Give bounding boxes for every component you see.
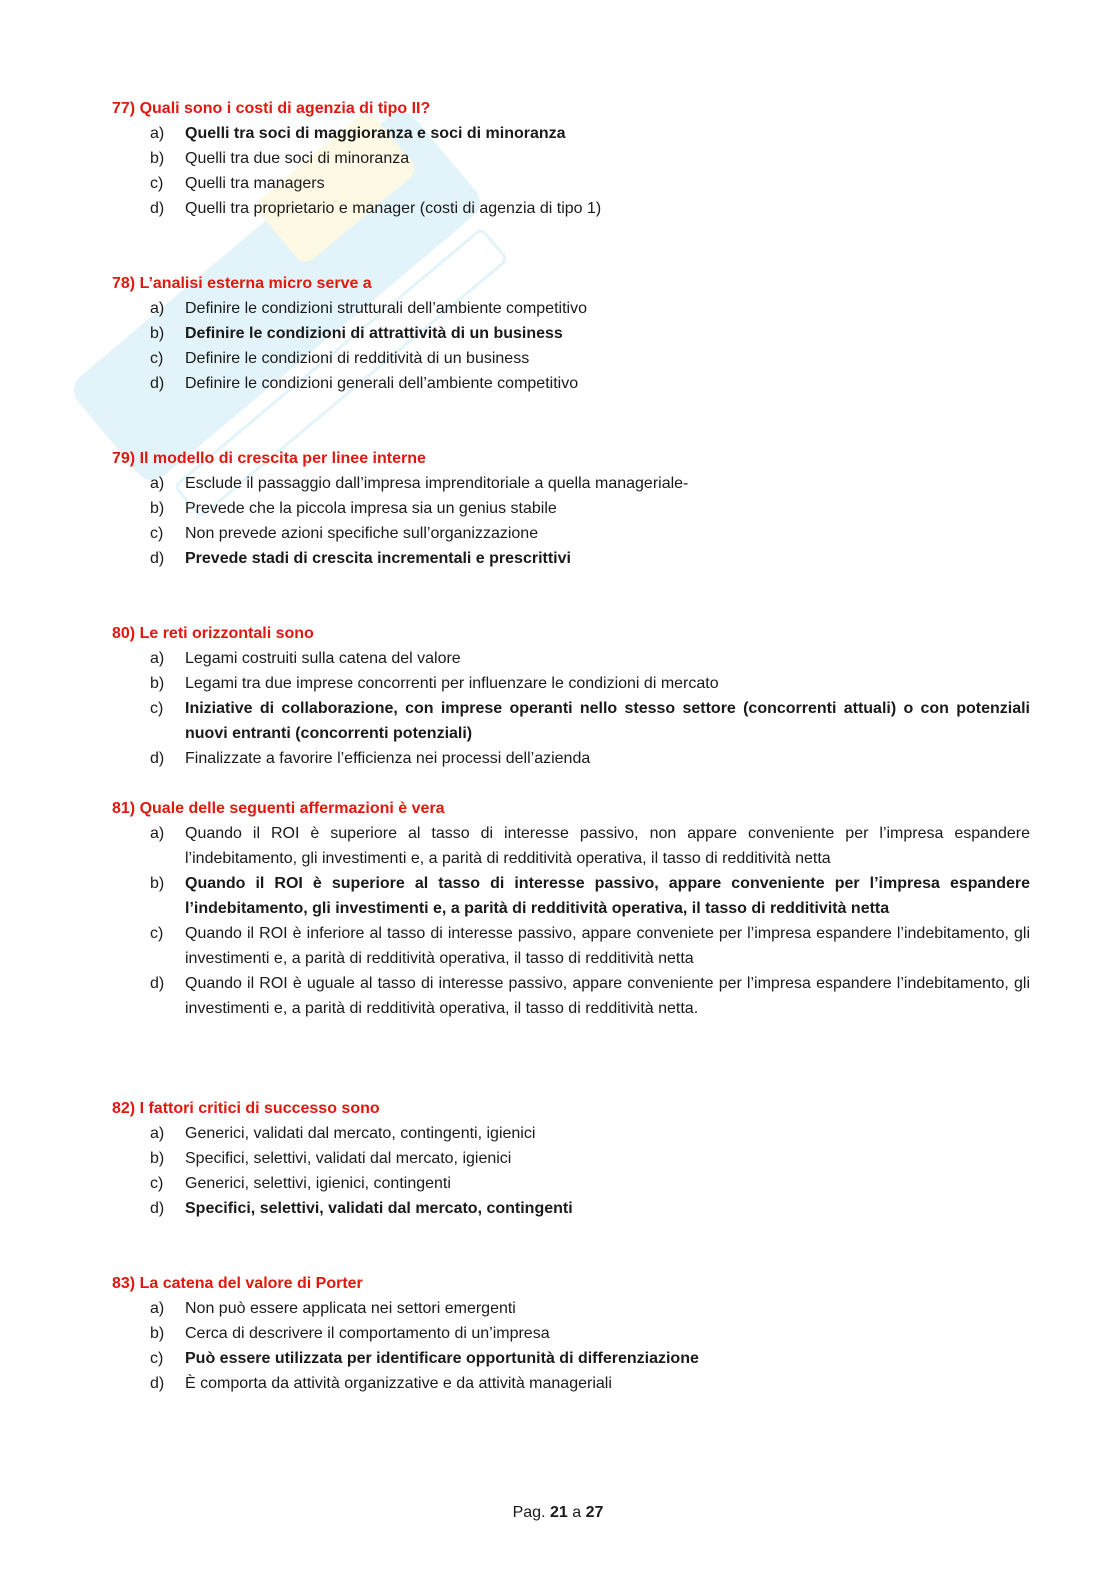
answer-option-correct — [112, 696, 1030, 746]
answer-letter: c) — [150, 175, 164, 192]
answer-text: Quando il ROI è uguale al tasso di interesse passivo, appare conveniente per l’impresa espandere l’indebitamento, gli investimenti e, a parità di redditività operativa, il tasso di redditività netta. — [185, 975, 1030, 1017]
answer-option — [112, 496, 1030, 521]
answer-text: Quando il ROI è superiore al tasso di interesse passivo, appare conveniente per l’impresa espandere l’indebitamento, gli investimenti e, a parità di redditività operativa, il tasso di redditività netta — [185, 875, 1030, 917]
answer-option-correct — [112, 1196, 1030, 1221]
answer-letter: a) — [150, 1125, 165, 1142]
answer-text: È comporta da attività organizzative e da attività manageriali — [185, 1375, 612, 1392]
answer-text: Quando il ROI è superiore al tasso di interesse passivo, non appare conveniente per l’impresa espandere l’indebitamento, gli investimenti e, a parità di redditività operativa, il tasso di redditività netta — [185, 825, 1030, 867]
question-block — [112, 796, 1030, 1096]
answer-letter: c) — [150, 700, 164, 717]
answer-text: Quelli tra proprietario e manager (costi di agenzia di tipo 1) — [185, 200, 602, 217]
answer-text: Quelli tra managers — [185, 175, 325, 192]
answer-option — [112, 371, 1030, 396]
answer-letter: c) — [150, 925, 164, 942]
question-block — [112, 1271, 1030, 1446]
answer-letter: c) — [150, 350, 164, 367]
answer-letter: d) — [150, 550, 165, 567]
answer-option-correct — [112, 871, 1030, 921]
answer-text: Specifici, selettivi, validati dal mercato, contingenti — [185, 1200, 573, 1217]
answer-text: Definire le condizioni generali dell’ambiente competitivo — [185, 375, 579, 392]
answer-option — [112, 196, 1030, 221]
question-block — [112, 621, 1030, 796]
answer-option-correct — [112, 1346, 1030, 1371]
answer-letter: d) — [150, 375, 165, 392]
answer-text: Esclude il passaggio dall’impresa imprenditoriale a quella manageriale- — [185, 475, 689, 492]
question-title: 83) La catena del valore di Porter — [112, 1275, 363, 1292]
answer-letter: d) — [150, 1200, 165, 1217]
question-title: 79) Il modello di crescita per linee interne — [112, 450, 426, 467]
answer-letter: c) — [150, 1350, 164, 1367]
answer-text: Prevede stadi di crescita incrementali e prescrittivi — [185, 550, 571, 567]
answer-option — [112, 471, 1030, 496]
answer-option — [112, 671, 1030, 696]
answer-text: Quelli tra due soci di minoranza — [185, 150, 410, 167]
answer-option — [112, 171, 1030, 196]
question-title: 80) Le reti orizzontali sono — [112, 625, 314, 642]
answer-option — [112, 921, 1030, 971]
answer-letter: a) — [150, 475, 165, 492]
answer-option-correct — [112, 121, 1030, 146]
question-title: 77) Quali sono i costi di agenzia di tipo II? — [112, 100, 431, 117]
answer-letter: a) — [150, 125, 165, 142]
answer-option — [112, 821, 1030, 871]
answer-option-correct — [112, 321, 1030, 346]
answer-option — [112, 971, 1030, 1021]
answer-option — [112, 1171, 1030, 1196]
question-block — [112, 1096, 1030, 1271]
answer-text: Quando il ROI è inferiore al tasso di interesse passivo, appare conveniete per l’impresa espandere l’indebitamento, gli investimenti e, a parità di redditività operativa, il tasso di redditività netta — [185, 925, 1030, 967]
answer-option-correct — [112, 546, 1030, 571]
page-prefix: Pag. — [512, 1504, 546, 1521]
answer-text: Specifici, selettivi, validati dal mercato, igienici — [185, 1150, 512, 1167]
answer-letter: c) — [150, 525, 164, 542]
answer-text: Non prevede azioni specifiche sull’organizzazione — [185, 525, 539, 542]
answer-text: Cerca di descrivere il comportamento di un’impresa — [185, 1325, 550, 1342]
answer-text: Generici, selettivi, igienici, contingenti — [185, 1175, 451, 1192]
answer-text: Generici, validati dal mercato, contingenti, igienici — [185, 1125, 536, 1142]
answer-letter: b) — [150, 500, 165, 517]
answer-text: Quelli tra soci di maggioranza e soci di minoranza — [185, 125, 566, 142]
answer-option — [112, 521, 1030, 546]
answer-text: Iniziative di collaborazione, con imprese operanti nello stesso settore (concorrenti attuali) o con potenziali nuovi entranti (concorrenti potenziali) — [185, 700, 1030, 742]
answer-option — [112, 1371, 1030, 1396]
page-separator: a — [572, 1504, 582, 1521]
answer-letter: b) — [150, 875, 165, 892]
answer-option — [112, 1296, 1030, 1321]
answer-text: Legami tra due imprese concorrenti per influenzare le condizioni di mercato — [185, 675, 719, 692]
answer-letter: b) — [150, 150, 165, 167]
answer-letter: d) — [150, 750, 165, 767]
answer-text: Può essere utilizzata per identificare opportunità di differenziazione — [185, 1350, 699, 1367]
answer-option — [112, 646, 1030, 671]
quiz-page — [112, 96, 1030, 1446]
question-block — [112, 96, 1030, 271]
current-page-number: 21 — [549, 1504, 568, 1521]
answer-letter: a) — [150, 1300, 165, 1317]
question-block — [112, 271, 1030, 446]
answer-letter: d) — [150, 200, 165, 217]
answer-option — [112, 1121, 1030, 1146]
question-title: 78) L’analisi esterna micro serve a — [112, 275, 372, 292]
question-block — [112, 446, 1030, 621]
question-title: 81) Quale delle seguenti affermazioni è vera — [112, 800, 445, 817]
answer-text: Legami costruiti sulla catena del valore — [185, 650, 461, 667]
answer-text: Prevede che la piccola impresa sia un genius stabile — [185, 500, 557, 517]
answer-option — [112, 746, 1030, 771]
answer-text: Definire le condizioni di redditività di un business — [185, 350, 530, 367]
answer-letter: b) — [150, 675, 165, 692]
question-title: 82) I fattori critici di successo sono — [112, 1100, 380, 1117]
answer-letter: a) — [150, 650, 165, 667]
answer-letter: a) — [150, 300, 165, 317]
answer-option — [112, 346, 1030, 371]
answer-letter: d) — [150, 975, 165, 992]
answer-option — [112, 1146, 1030, 1171]
answer-letter: b) — [150, 325, 165, 342]
answer-option — [112, 296, 1030, 321]
answer-text: Definire le condizioni strutturali dell’ambiente competitivo — [185, 300, 587, 317]
answer-text: Finalizzate a favorire l’efficienza nei processi dell’azienda — [185, 750, 591, 767]
answer-letter: c) — [150, 1175, 164, 1192]
answer-letter: b) — [150, 1150, 165, 1167]
answer-letter: b) — [150, 1325, 165, 1342]
answer-option — [112, 1321, 1030, 1346]
answer-letter: a) — [150, 825, 165, 842]
answer-letter: d) — [150, 1375, 165, 1392]
answer-option — [112, 146, 1030, 171]
total-page-number: 27 — [585, 1504, 604, 1521]
answer-text: Non può essere applicata nei settori emergenti — [185, 1300, 516, 1317]
answer-text: Definire le condizioni di attrattività di un business — [185, 325, 563, 342]
page-footer — [0, 1502, 1116, 1524]
